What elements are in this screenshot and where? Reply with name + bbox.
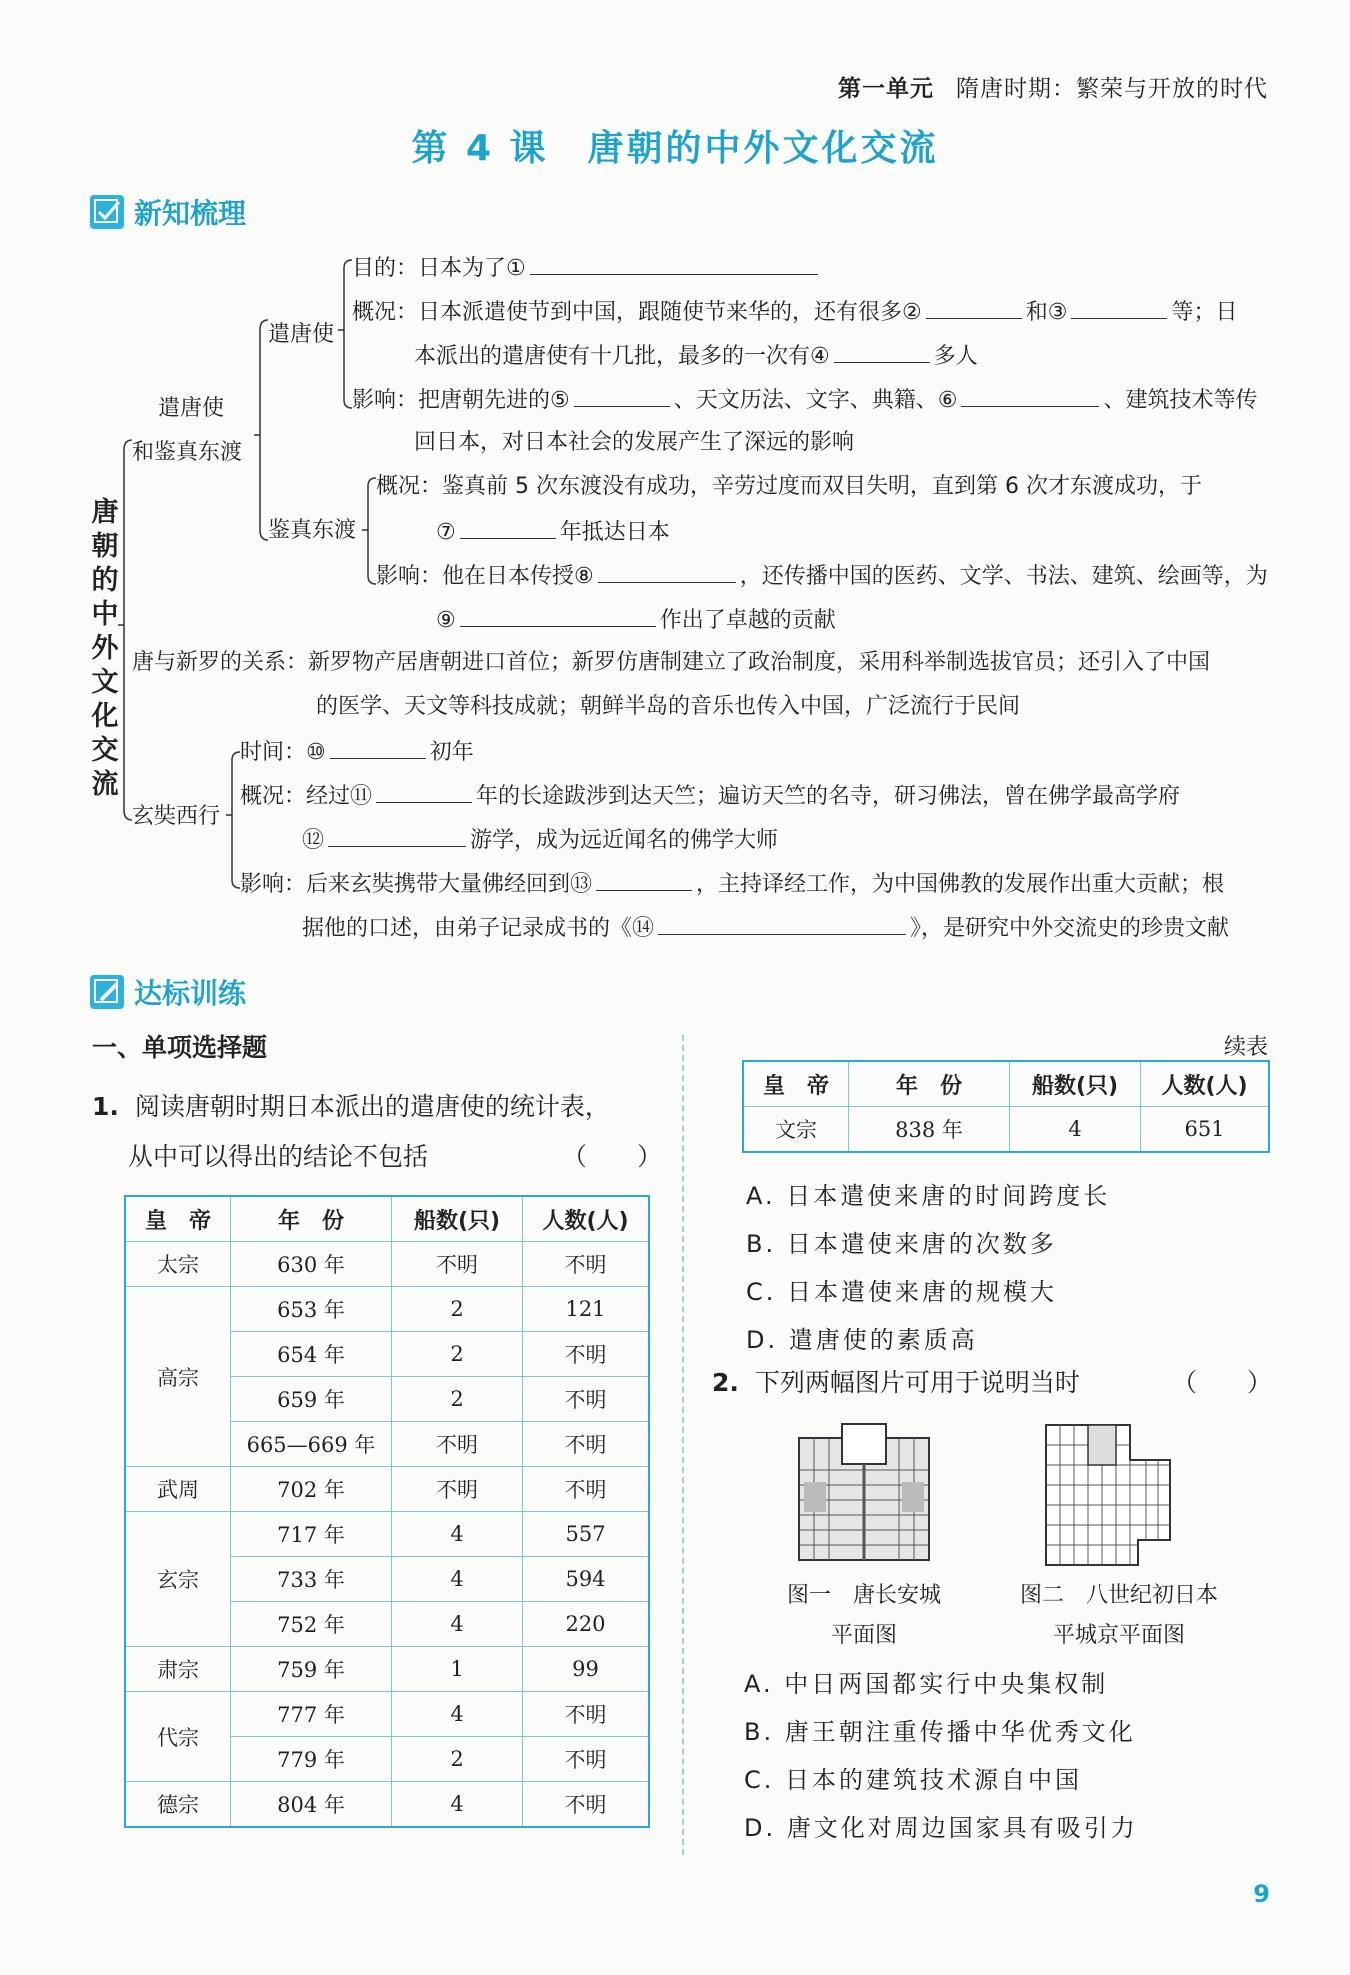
answer-blank[interactable] — [530, 250, 818, 275]
table-cell: 不明 — [523, 1242, 650, 1287]
question-number: 2. — [712, 1368, 739, 1397]
answer-blank[interactable] — [376, 778, 472, 803]
answer-blank[interactable] — [1071, 294, 1167, 319]
tree-xuanzang: 玄奘西行 — [132, 804, 221, 829]
table-cell: 不明 — [523, 1782, 650, 1828]
answer-blank[interactable] — [834, 338, 930, 363]
tree-line: ⑫ 游学，成为远近闻名的佛学大师 — [302, 822, 778, 858]
table-cell: 2 — [392, 1377, 523, 1422]
table-header-cell: 皇 帝 — [743, 1061, 849, 1107]
table-row — [125, 1692, 649, 1737]
table-row — [125, 1782, 649, 1828]
tree-line: 时间：⑩ 初年 — [240, 734, 474, 770]
table-cell: 武周 — [125, 1467, 231, 1512]
tree-silla: 唐与新罗的关系：新罗物产居唐朝进口首位；新罗仿唐制建立了政治制度，采用科举制选拔官员；还引入了中国 — [132, 650, 1211, 675]
table-row — [125, 1647, 649, 1692]
answer-blank[interactable] — [598, 558, 736, 583]
table-header-cell: 皇 帝 — [125, 1196, 231, 1242]
part-heading: 一、单项选择题 — [92, 1033, 268, 1062]
table-cell: 文宗 — [743, 1107, 849, 1153]
question-2 — [712, 1358, 1272, 1408]
answer-blank[interactable] — [658, 910, 906, 935]
table-cell: 4 — [392, 1782, 523, 1828]
table-cell: 肃宗 — [125, 1647, 231, 1692]
tree-envoy: 遣唐使 — [268, 322, 335, 347]
answer-paren[interactable]: （ ） — [561, 1142, 662, 1171]
tree-branch-1b: 和鉴真东渡 — [132, 440, 243, 465]
table-cell: 759 年 — [231, 1647, 392, 1692]
table-header — [125, 1196, 649, 1242]
answer-blank[interactable] — [596, 866, 692, 891]
option-b[interactable]: B. 日本遣使来唐的次数多 — [746, 1230, 1057, 1258]
table-header-cell: 年 份 — [231, 1196, 392, 1242]
changan-map-image — [794, 1420, 934, 1570]
table-cell: 653 年 — [231, 1287, 392, 1332]
option-d[interactable]: D. 遣唐使的素质高 — [746, 1326, 978, 1354]
table-row — [125, 1287, 649, 1332]
answer-blank[interactable] — [460, 602, 656, 627]
option-a[interactable]: A. 中日两国都实行中央集权制 — [744, 1670, 1109, 1698]
tree-line: 概况：经过⑪ 年的长途跋涉到达天竺；遍访天竺的名寺，研习佛法，曾在佛学最高学府 — [240, 778, 1180, 814]
option-d[interactable]: D. 唐文化对周边国家具有吸引力 — [744, 1814, 1138, 1842]
table-cell: 不明 — [523, 1332, 650, 1377]
tree-line: ⑨ 作出了卓越的贡献 — [436, 602, 836, 638]
option-a[interactable]: A. 日本遣使来唐的时间跨度长 — [746, 1182, 1111, 1210]
tree-root: 唐朝的中外文化交流 — [91, 497, 119, 800]
q2-options — [744, 1660, 1138, 1852]
table-cell: 4 — [392, 1692, 523, 1737]
table-cell: 不明 — [523, 1467, 650, 1512]
figure-1-caption: 图一 唐长安城 平面图 — [786, 1583, 941, 1648]
option-b[interactable]: B. 唐王朝注重传播中华优秀文化 — [744, 1718, 1136, 1746]
lesson-title: 第 4 课 唐朝的中外文化交流 — [411, 128, 939, 169]
table-cell: 838 年 — [849, 1107, 1010, 1153]
table-row — [125, 1242, 649, 1287]
table-header-cell: 人数(人) — [1141, 1061, 1270, 1107]
question-stem: 从中可以得出的结论不包括 — [128, 1142, 429, 1171]
table-cell: 99 — [523, 1647, 650, 1692]
table-cell: 630 年 — [231, 1242, 392, 1287]
table-header — [743, 1061, 1269, 1107]
envoy-table-continued — [742, 1060, 1270, 1153]
table-cell: 651 — [1141, 1107, 1270, 1153]
answer-blank[interactable] — [330, 734, 426, 759]
table-cell: 4 — [392, 1602, 523, 1647]
section-title: 达标训练 — [134, 977, 247, 1010]
table-cell: 717 年 — [231, 1512, 392, 1557]
table-header-cell: 船数(只) — [1010, 1061, 1141, 1107]
table-row — [743, 1107, 1269, 1153]
section-title: 新知梳理 — [134, 197, 247, 230]
answer-blank[interactable] — [328, 822, 466, 847]
question-1 — [92, 1082, 662, 1182]
table-header-cell: 年 份 — [849, 1061, 1010, 1107]
table-cell: 733 年 — [231, 1557, 392, 1602]
table-cell: 玄宗 — [125, 1512, 231, 1647]
table-cell: 4 — [1010, 1107, 1141, 1153]
table-cell: 752 年 — [231, 1602, 392, 1647]
table-cell: 不明 — [523, 1692, 650, 1737]
option-c[interactable]: C. 日本的建筑技术源自中国 — [744, 1766, 1083, 1794]
question-stem: 下列两幅图片可用于说明当时 — [754, 1368, 1080, 1397]
column-divider — [682, 1035, 684, 1855]
tree-line: 回日本，对日本社会的发展产生了深远的影响 — [414, 430, 855, 455]
table-header-cell: 人数(人) — [523, 1196, 650, 1242]
tree-line: 概况：日本派遣使节到中国，跟随使节来华的，还有很多② 和③ 等；日 — [352, 294, 1237, 330]
answer-blank[interactable] — [961, 382, 1099, 407]
tree-line: 影响：他在日本传授⑧ ，还传播中国的医药、文学、书法、建筑、绘画等，为 — [376, 558, 1268, 594]
q1-options — [746, 1172, 1110, 1364]
table-cell: 2 — [392, 1287, 523, 1332]
tree-line: 据他的口述，由弟子记录成书的《⑭ 》，是研究中外交流史的珍贵文献 — [302, 910, 1229, 946]
table-cell: 665—669 年 — [231, 1422, 392, 1467]
table-cell: 德宗 — [125, 1782, 231, 1828]
pencil-icon — [90, 975, 124, 1009]
table-cell: 557 — [523, 1512, 650, 1557]
table-cell: 594 — [523, 1557, 650, 1602]
table-cell: 1 — [392, 1647, 523, 1692]
tree-line: 影响：把唐朝先进的⑤ 、天文历法、文字、典籍、⑥ 、建筑技术等传 — [352, 382, 1257, 418]
tree-line: ⑦ 年抵达日本 — [436, 514, 670, 550]
question-stem: 阅读唐朝时期日本派出的遣唐使的统计表， — [134, 1092, 610, 1121]
table-cell: 4 — [392, 1512, 523, 1557]
table-cell: 121 — [523, 1287, 650, 1332]
table-cell: 2 — [392, 1737, 523, 1782]
table-cell: 不明 — [523, 1377, 650, 1422]
table-continued-label: 续表 — [1223, 1035, 1268, 1060]
tree-line: 概况：鉴真前 5 次东渡没有成功，辛劳过度而双目失明，直到第 6 次才东渡成功，于 — [376, 474, 1202, 499]
tree-line: 的医学、天文等科技成就；朝鲜半岛的音乐也传入中国，广泛流行于民间 — [316, 694, 1021, 719]
table-cell: 702 年 — [231, 1467, 392, 1512]
page-number: 9 — [1253, 1880, 1270, 1908]
table-cell: 不明 — [523, 1737, 650, 1782]
table-cell: 不明 — [523, 1422, 650, 1467]
tree-line: 影响：后来玄奘携带大量佛经回到⑬ ，主持译经工作，为中国佛教的发展作出重大贡献；根 — [240, 866, 1224, 902]
heijokyo-map-image — [1038, 1420, 1178, 1570]
tree-line: 目的：日本为了① — [352, 250, 822, 286]
table-cell: 不明 — [392, 1467, 523, 1512]
table-cell: 804 年 — [231, 1782, 392, 1828]
tree-line: 本派出的遣唐使有十几批，最多的一次有④ 多人 — [414, 338, 978, 374]
table-cell: 不明 — [392, 1242, 523, 1287]
table-cell: 高宗 — [125, 1287, 231, 1467]
table-cell: 779 年 — [231, 1737, 392, 1782]
table-header-cell: 船数(只) — [392, 1196, 523, 1242]
table-row — [125, 1512, 649, 1557]
question-number: 1. — [92, 1092, 119, 1121]
answer-blank[interactable] — [460, 514, 556, 539]
table-cell: 代宗 — [125, 1692, 231, 1782]
tree-branch-1: 遣唐使 — [158, 396, 225, 421]
tree-jianzhen: 鉴真东渡 — [268, 518, 357, 543]
table-cell: 2 — [392, 1332, 523, 1377]
table-cell: 太宗 — [125, 1242, 231, 1287]
section-training — [90, 972, 246, 1012]
envoy-table — [124, 1195, 650, 1828]
table-row — [125, 1467, 649, 1512]
table-cell: 220 — [523, 1602, 650, 1647]
unit-label: 第一单元 — [838, 76, 934, 102]
table-cell: 654 年 — [231, 1332, 392, 1377]
answer-paren[interactable]: （ ） — [1171, 1368, 1272, 1397]
option-c[interactable]: C. 日本遣使来唐的规模大 — [746, 1278, 1058, 1306]
table-cell: 777 年 — [231, 1692, 392, 1737]
table-cell: 659 年 — [231, 1377, 392, 1422]
table-cell: 4 — [392, 1557, 523, 1602]
table-cell: 不明 — [392, 1422, 523, 1467]
unit-title: 隋唐时期：繁荣与开放的时代 — [956, 76, 1268, 102]
figure-2-caption: 图二 八世纪初日本 平城京平面图 — [1019, 1583, 1218, 1648]
answer-blank[interactable] — [574, 382, 670, 407]
answer-blank[interactable] — [926, 294, 1022, 319]
